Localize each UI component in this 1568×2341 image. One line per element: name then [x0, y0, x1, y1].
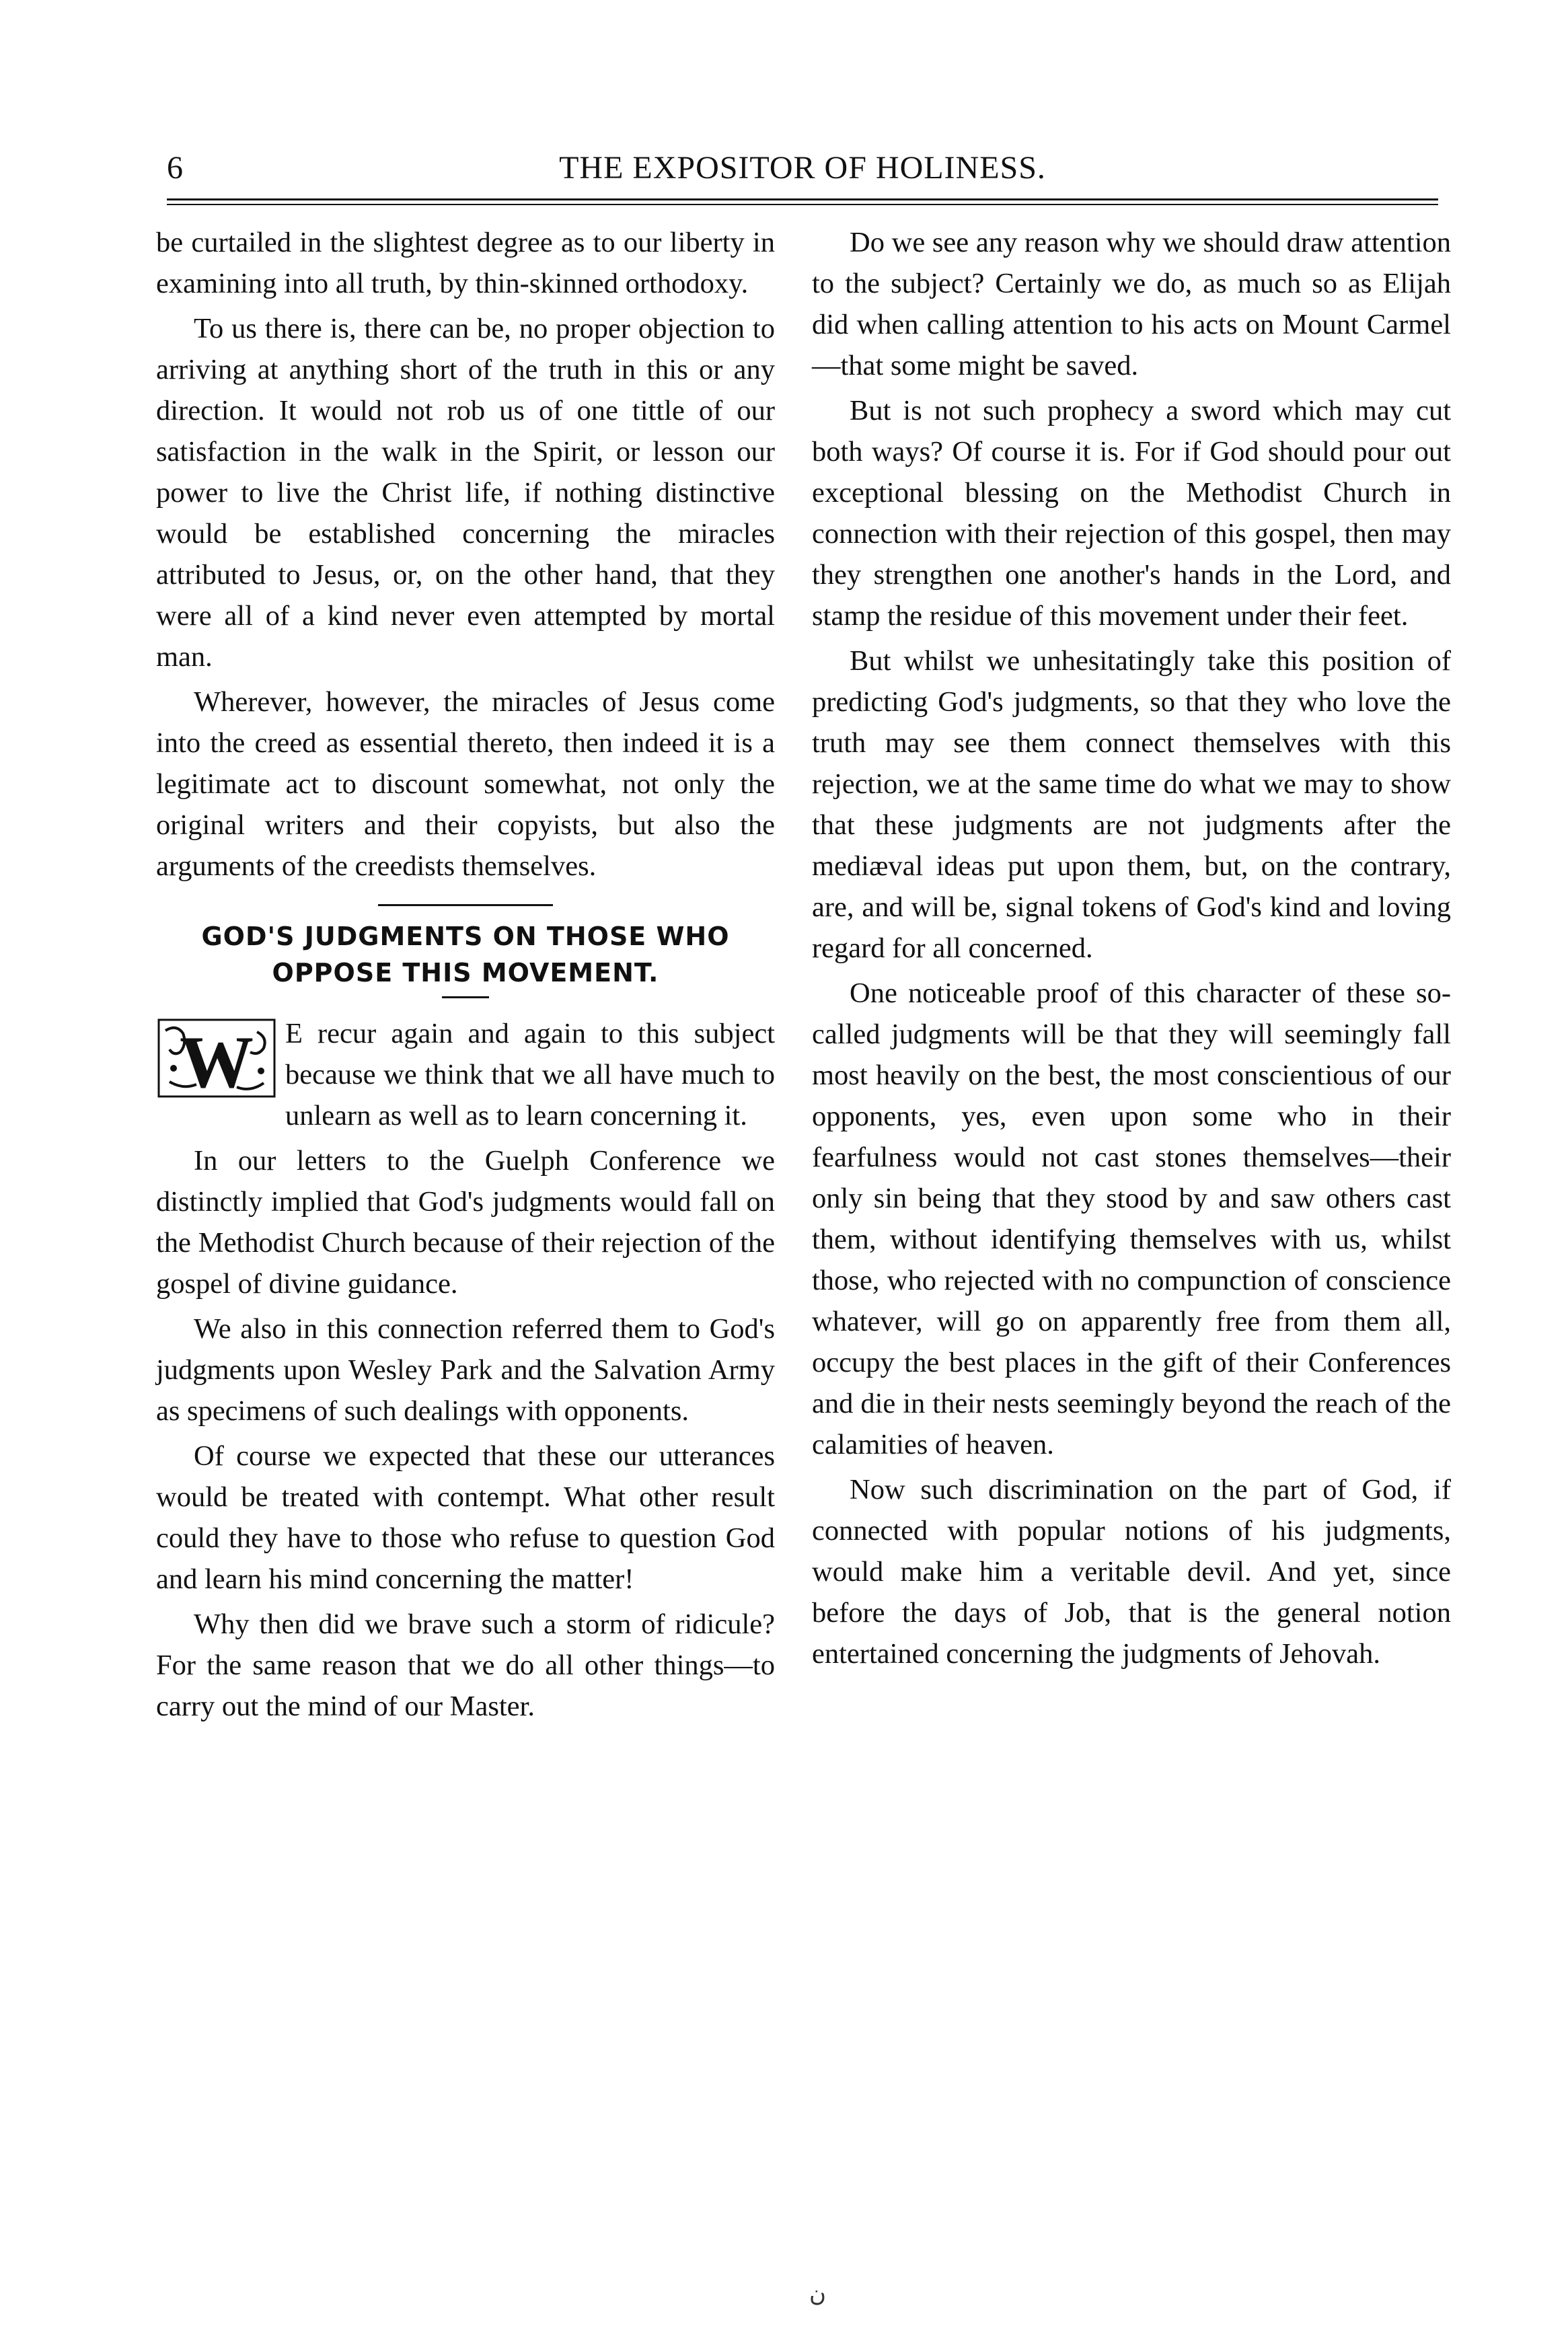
section-rule [378, 904, 553, 906]
paragraph: But is not such prophecy a sword which may cut both ways? Of course it is. For if God should pour out exceptional blessing on the Methodist Church in connection with their rejection of this gospel, then may they strengthen one another's hands in the Lord, and stamp the residue of this movement under their feet. [812, 395, 1451, 632]
ornamental-dropcap [156, 1017, 277, 1099]
paragraph: Of course we expected that these our utterances would be treated with contempt. What other result could they have to those who refuse to question God and learn his mind concerning the matter! [156, 1440, 775, 1595]
paragraph: In our letters to the Guelph Conference we distinctly implied that God's judgments would fall on the Methodist Church because of their rejection of the gospel of divine guidance. [156, 1145, 775, 1300]
paragraph: Wherever, however, the miracles of Jesus come into the creed as essential thereto, then indeed it is a legitimate act to discount somewhat, not only the original writers and their copyists, but also the arguments of the creedists themselves. [156, 686, 775, 882]
right-column [812, 222, 1451, 1678]
paragraph: Do we see any reason why we should draw attention to the subject? Certainly we do, as much so as Elijah did when calling attention to his acts on Mount Carmel—that some might be saved. [812, 227, 1451, 381]
paragraph-text: E recur again and again to this subject because we think that we all have much to unlearn as well as to learn concerning it. [285, 1018, 775, 1131]
dropcap-letter: W [180, 1021, 254, 1099]
paragraph: be curtailed in the slightest degree as to our liberty in examining into all truth, by thin-skinned orthodoxy. [156, 227, 775, 299]
section-heading: GOD'S JUDGMENTS ON THOSE WHO OPPOSE THIS MOVEMENT. [201, 922, 730, 988]
dropcap-paragraph [156, 1013, 775, 1136]
left-column [156, 222, 775, 1731]
page-header [167, 149, 1438, 190]
running-head-title: THE EXPOSITOR OF HOLINESS. [559, 150, 1046, 186]
paragraph: We also in this connection referred them to God's judgments upon Wesley Park and the Salvation Army as specimens of such dealings with opponents. [156, 1313, 775, 1427]
section-short-rule [442, 996, 489, 998]
paragraph: Now such discrimination on the part of God, if connected with popular notions of his judgments, would make him a veritable devil. And yet, since before the days of Job, that is the general notion entertained concerning the judgments of Jehovah. [812, 1474, 1451, 1670]
page-number: 6 [167, 150, 183, 186]
paragraph: Why then did we brave such a storm of ridicule? For the same reason that we do all other things—to carry out the mind of our Master. [156, 1608, 775, 1722]
paragraph: One noticeable proof of this character of these so-called judgments will be that they will seemingly fall most heavily on the best, the most conscientious of our opponents, yes, even upon some who in their fearfulness would not cast stones themselves—their only sin being that they stood by and saw others cast them, without identifying themselves with us, whilst those, who rejected with no compunction of conscience whatever, will go on apparently free from them all, occupy the best places in the gift of their Conferences and die in their nests seemingly beyond the reach of the calamities of heaven. [812, 977, 1451, 1460]
paragraph: To us there is, there can be, no proper objection to arriving at anything short of the truth in this or any direction. It would not rob us of one tittle of our satisfaction in the walk in the Spirit, or lesson our power to live the Christ life, if nothing distinctive would be established concerning the miracles attributed to Jesus, or, on the other hand, that they were all of a kind never even attempted by mortal man. [156, 313, 775, 673]
footer-mark: ن [809, 2282, 826, 2307]
paragraph: But whilst we unhesitatingly take this position of predicting God's judgments, so that they who love the truth may see them connect themselves with this rejection, we at the same time do what we may to show that these judgments are not judgments after the mediæval ideas put upon them, but, on the contrary, are, and will be, signal tokens of God's kind and loving regard for all concerned. [812, 645, 1451, 964]
header-rule-thin [167, 204, 1438, 205]
header-rule-thick [167, 198, 1438, 200]
